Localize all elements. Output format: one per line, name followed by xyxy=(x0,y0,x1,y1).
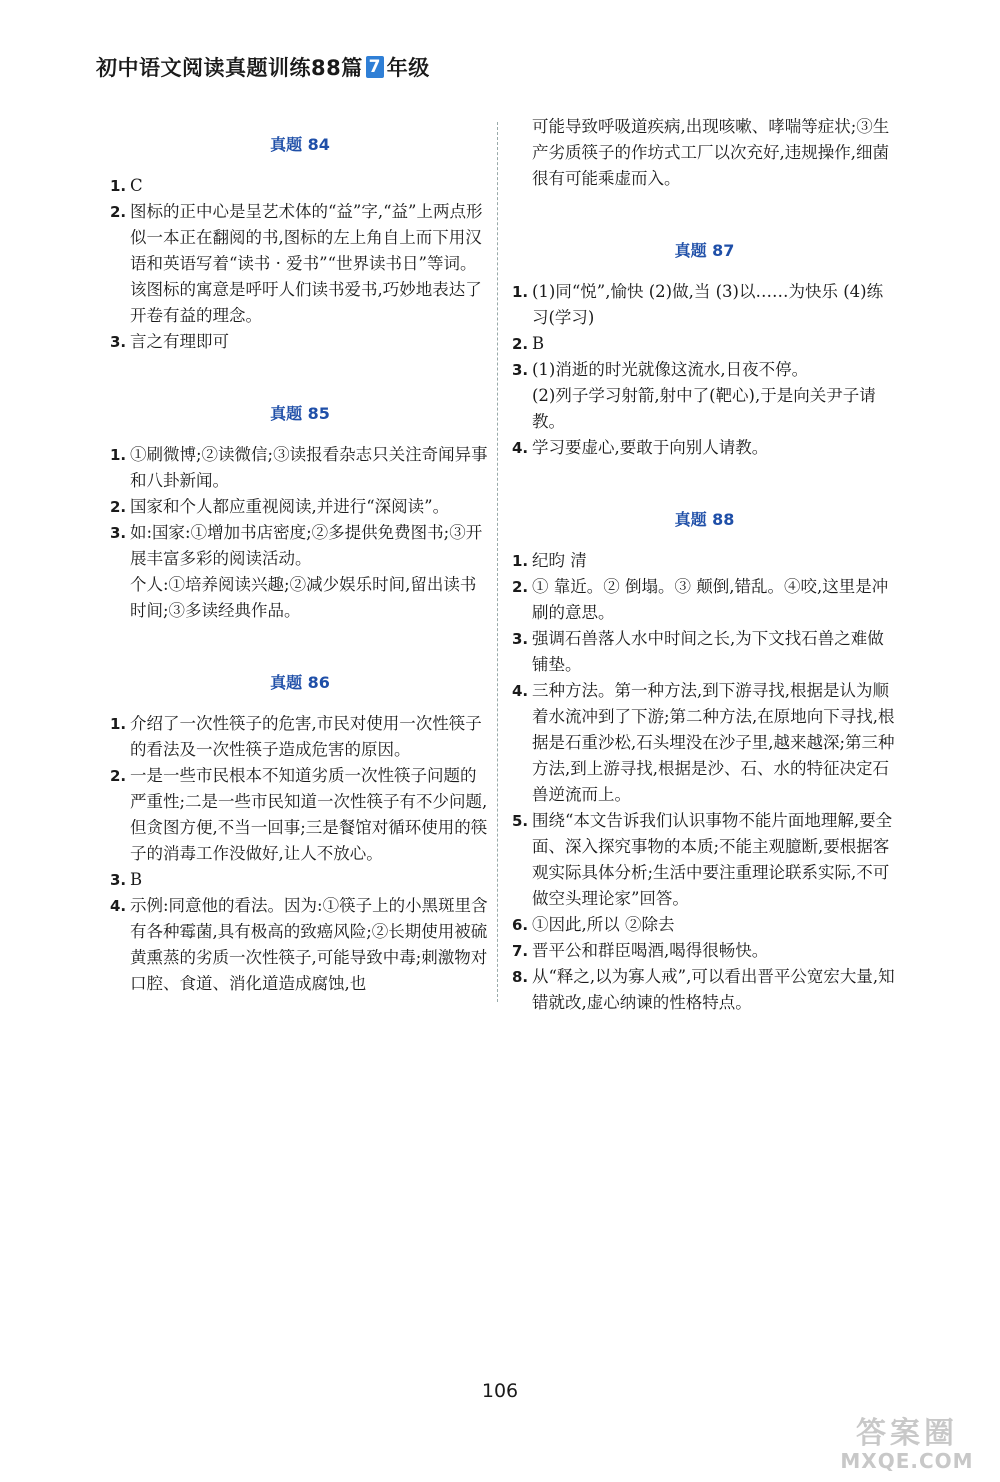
answer-item xyxy=(110,329,490,355)
watermark-logo xyxy=(832,1418,982,1476)
item-text: (1)同“悦”,愉快 (2)做,当 (3)以……为快乐 (4)练习(学习) xyxy=(532,282,884,327)
answer-item xyxy=(512,574,897,626)
item-text: 一是一些市民根本不知道劣质一次性筷子问题的严重性;二是一些市民知道一次性筷子有不少问题,但贪图方便,不当一回事;三是餐馆对循环使用的筷子的消毒工作没做好,让人不放心。 xyxy=(130,766,488,863)
item-number: 2. xyxy=(512,578,529,596)
answer-item xyxy=(512,626,897,678)
answer-item xyxy=(512,435,897,461)
section-86 xyxy=(110,624,490,997)
item-text: 三种方法。第一种方法,到下游寻找,根据是认为顺着水流冲到了下游;第二种方法,在原地向下寻找,根据是石重沙松,石头埋没在沙子里,越来越深;第三种方法,到上游寻找,根据是沙、石、水的特征决定石兽逆流而上。 xyxy=(532,681,895,804)
answer-item xyxy=(512,964,897,1016)
answer-item xyxy=(110,893,490,997)
item-number: 6. xyxy=(512,916,529,934)
answer-item xyxy=(110,867,490,893)
item-number: 4. xyxy=(512,439,529,457)
item-number: 5. xyxy=(512,812,529,830)
column-divider xyxy=(497,122,498,1002)
item-number: 1. xyxy=(512,283,529,301)
item-number: 4. xyxy=(110,897,127,915)
answer-item xyxy=(512,357,897,383)
item-number: 1. xyxy=(110,715,127,733)
item-text: 强调石兽落人水中时间之长,为下文找石兽之难做铺垫。 xyxy=(532,629,884,674)
answer-item xyxy=(512,912,897,938)
answer-item xyxy=(110,442,490,494)
item-continuation: 个人:①培养阅读兴趣;②减少娱乐时间,留出读书时间;③多读经典作品。 xyxy=(130,575,477,620)
item-number: 2. xyxy=(512,335,529,353)
item-text: 从“释之,以为寡人戒”,可以看出晋平公宽宏大量,知错就改,虚心纳谏的性格特点。 xyxy=(532,967,895,1012)
section-title: 真题 88 xyxy=(674,510,735,529)
item-continuation: (2)列子学习射箭,射中了(靶心),于是向关尹子请教。 xyxy=(532,386,876,431)
item-text: 国家和个人都应重视阅读,并进行“深阅读”。 xyxy=(130,497,450,516)
page-number: 106 xyxy=(481,1380,519,1402)
item-text: 晋平公和群臣喝酒,喝得很畅快。 xyxy=(532,941,769,960)
answer-item xyxy=(110,494,490,520)
item-text: 言之有理即可 xyxy=(130,332,229,351)
item-text: ①刷微博;②读微信;③读报看杂志只关注奇闻异事和八卦新闻。 xyxy=(130,445,488,490)
item-number: 2. xyxy=(110,498,127,516)
watermark-bottom-text: MXQE.COM xyxy=(840,1449,974,1473)
item-number: 1. xyxy=(110,446,127,464)
item-number: 1. xyxy=(512,552,529,570)
item-number: 3. xyxy=(512,361,529,379)
section-title: 真题 84 xyxy=(270,135,330,154)
answer-item xyxy=(110,199,490,329)
left-column xyxy=(110,100,490,997)
item-number: 3. xyxy=(110,871,127,889)
item-number: 2. xyxy=(110,767,127,785)
item-number: 4. xyxy=(512,682,529,700)
section-title: 真题 87 xyxy=(674,241,735,260)
item-text: B xyxy=(130,870,143,889)
section-title: 真题 85 xyxy=(270,404,330,423)
item-number: 7. xyxy=(512,942,529,960)
item-text: 纪昀 清 xyxy=(532,551,587,570)
item-text: 示例:同意他的看法。因为:①筷子上的小黑斑里含有各种霉菌,具有极高的致癌风险;②长期使用被硫黄熏蒸的劣质一次性筷子,可能导致中毒;刺激物对口腔、食道、消化道造成腐蚀,也 xyxy=(130,896,488,993)
item-text: ①因此,所以 ②除去 xyxy=(532,915,675,934)
item-text: C xyxy=(130,176,143,195)
answer-item xyxy=(512,678,897,808)
item-text: 介绍了一次性筷子的危害,市民对使用一次性筷子的看法及一次性筷子造成危害的原因。 xyxy=(130,714,482,759)
item-text: 学习要虚心,要敢于向别人请教。 xyxy=(532,438,769,457)
item-text: 如:国家:①增加书店密度;②多提供免费图书;③开展丰富多彩的阅读活动。 xyxy=(130,523,483,568)
answer-item xyxy=(110,173,490,199)
item-continuation: 可能导致呼吸道疾病,出现咳嗽、哮喘等症状;③生产劣质筷子的作坊式工厂以次充好,违规操作,细菌很有可能乘虚而入。 xyxy=(532,117,890,188)
grade-badge: 7 xyxy=(366,56,384,78)
answer-item xyxy=(512,279,897,331)
watermark-top-text: 答案圈 xyxy=(856,1416,958,1451)
page-header xyxy=(96,52,430,82)
item-text: B xyxy=(532,334,545,353)
answer-item xyxy=(512,331,897,357)
item-text: ① 靠近。② 倒塌。③ 颠倒,错乱。④咬,这里是冲刷的意思。 xyxy=(532,577,889,622)
item-number: 1. xyxy=(110,177,127,195)
answer-item xyxy=(110,763,490,867)
section-84 xyxy=(110,100,490,355)
item-number: 2. xyxy=(110,203,127,221)
answer-item xyxy=(512,938,897,964)
section-85 xyxy=(110,355,490,624)
header-title-prefix: 初中语文阅读真题训练88篇 xyxy=(96,56,363,80)
item-number: 3. xyxy=(110,524,127,542)
item-number: 8. xyxy=(512,968,529,986)
item-number: 3. xyxy=(512,630,529,648)
answer-item xyxy=(110,520,490,572)
right-column xyxy=(512,100,897,1016)
item-number: 3. xyxy=(110,333,127,351)
item-text: 图标的正中心是呈艺术体的“益”字,“益”上两点形似一本正在翻阅的书,图标的左上角自上而下用汉语和英语写着“读书 · 爱书”“世界读书日”等词。该图标的寓意是呼吁人们读书爱书,巧妙地表达了开卷有益的理念。 xyxy=(130,202,483,325)
item-text: (1)消逝的时光就像这流水,日夜不停。 xyxy=(532,360,809,379)
section-88 xyxy=(512,461,897,1016)
section-title: 真题 86 xyxy=(270,673,330,692)
answer-item xyxy=(110,711,490,763)
section-86-continued xyxy=(512,100,897,192)
header-title-suffix: 年级 xyxy=(386,56,430,80)
answer-item xyxy=(512,808,897,912)
section-87 xyxy=(512,192,897,461)
answer-item xyxy=(512,548,897,574)
item-text: 围绕“本文告诉我们认识事物不能片面地理解,要全面、深入探究事物的本质;不能主观臆断,要根据客观实际具体分析;生活中要注重理论联系实际,不可做空头理论家”回答。 xyxy=(532,811,893,908)
